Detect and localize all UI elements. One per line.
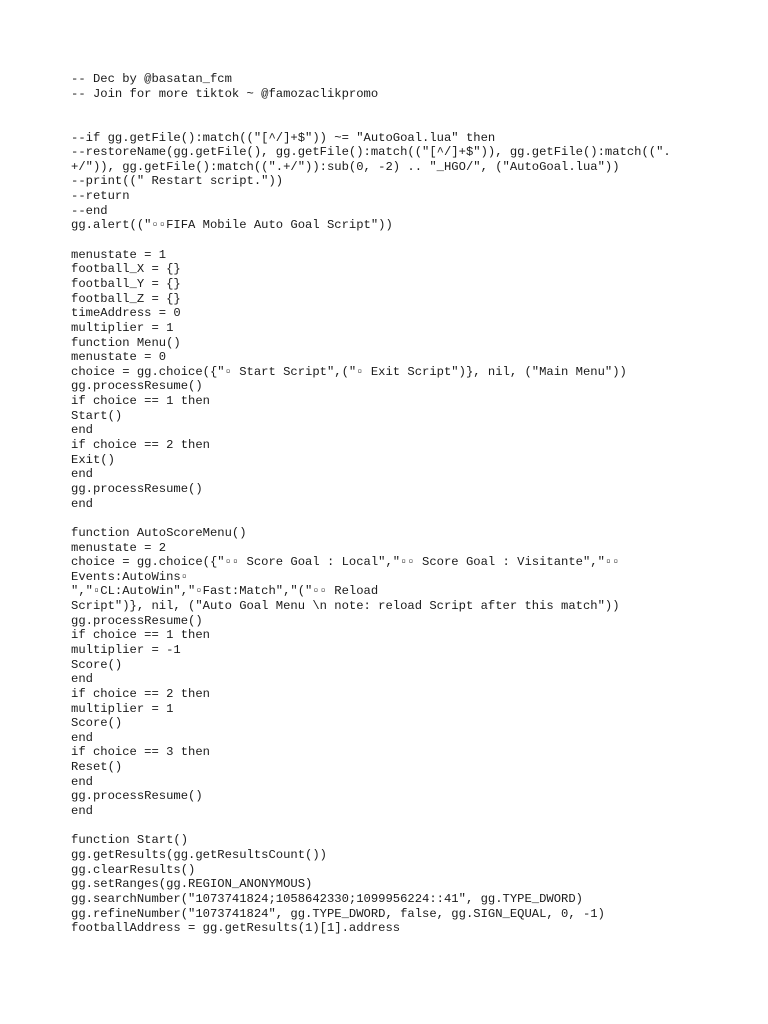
code-line: if choice == 1 then xyxy=(71,628,210,643)
code-line: football_Z = {} xyxy=(71,291,181,306)
code-line: gg.clearResults() xyxy=(71,862,196,877)
code-line: multiplier = -1 xyxy=(71,642,181,657)
code-line: if choice == 2 then xyxy=(71,438,210,453)
code-line: menustate = 0 xyxy=(71,350,167,365)
code-line: football_Y = {} xyxy=(71,276,181,291)
code-line: function Menu() xyxy=(71,335,181,350)
code-line: --if gg.getFile():match(("[^/]+$")) ~= "AutoGoal.lua" then xyxy=(71,130,496,145)
code-line: Score() xyxy=(71,716,123,731)
code-line: end xyxy=(71,804,93,819)
code-line: end xyxy=(71,423,93,438)
code-line: -- Join for more tiktok ~ @famozaclikpromo xyxy=(71,86,379,101)
code-line: end xyxy=(71,774,93,789)
code-line: gg.refineNumber("1073741824", gg.TYPE_DWORD, false, gg.SIGN_EQUAL, 0, -1) xyxy=(71,906,605,921)
code-line: menustate = 2 xyxy=(71,540,167,555)
code-line: gg.processResume() xyxy=(71,789,203,804)
code-line: gg.processResume() xyxy=(71,613,203,628)
code-line: choice = gg.choice({"▫▫ Score Goal : Local","▫▫ Score Goal : Visitante","▫▫ xyxy=(71,555,620,570)
code-line: if choice == 2 then xyxy=(71,686,210,701)
code-line: ","▫CL:AutoWin","▫Fast:Match","("▫▫ Reload xyxy=(71,584,379,599)
code-line: Score() xyxy=(71,657,123,672)
code-line: end xyxy=(71,496,93,511)
code-line: choice = gg.choice({"▫ Start Script",("▫ Exit Script")}, nil, ("Main Menu")) xyxy=(71,364,627,379)
code-line: +/")), gg.getFile():match((".+/")):sub(0, -2) .. "_HGO/", ("AutoGoal.lua")) xyxy=(71,159,620,174)
code-line: end xyxy=(71,672,93,687)
blank-line xyxy=(71,233,751,248)
code-line: gg.getResults(gg.getResultsCount()) xyxy=(71,847,327,862)
code-listing xyxy=(71,72,751,936)
code-line: gg.searchNumber("1073741824;1058642330;1099956224::41", gg.TYPE_DWORD) xyxy=(71,891,583,906)
code-line: gg.alert(("▫▫FIFA Mobile Auto Goal Script")) xyxy=(71,218,393,233)
code-line: footballAddress = gg.getResults(1)[1].address xyxy=(71,921,401,936)
code-line: function Start() xyxy=(71,833,189,848)
code-line: function AutoScoreMenu() xyxy=(71,525,247,540)
code-line: Script")}, nil, ("Auto Goal Menu \n note: reload Script after this match")) xyxy=(71,599,620,614)
code-line: menustate = 1 xyxy=(71,247,167,262)
code-line: multiplier = 1 xyxy=(71,320,174,335)
code-line: end xyxy=(71,467,93,482)
code-line: if choice == 3 then xyxy=(71,745,210,760)
blank-line xyxy=(71,101,751,116)
blank-line xyxy=(71,511,751,526)
code-line: --return xyxy=(71,189,130,204)
code-line: multiplier = 1 xyxy=(71,701,174,716)
code-line: football_X = {} xyxy=(71,262,181,277)
code-line: timeAddress = 0 xyxy=(71,306,181,321)
code-line: gg.setRanges(gg.REGION_ANONYMOUS) xyxy=(71,877,313,892)
code-line: Events:AutoWins▫ xyxy=(71,569,189,584)
code-line: -- Dec by @basatan_fcm xyxy=(71,72,232,86)
blank-line xyxy=(71,116,751,131)
blank-line xyxy=(71,819,751,834)
code-line: end xyxy=(71,730,93,745)
code-line: --restoreName(gg.getFile(), gg.getFile():match(("[^/]+$")), gg.getFile():match((". xyxy=(71,145,671,160)
code-line: gg.processResume() xyxy=(71,379,203,394)
code-line: --end xyxy=(71,203,108,218)
code-line: gg.processResume() xyxy=(71,481,203,496)
code-line: --print((" Restart script.")) xyxy=(71,174,284,189)
code-line: Start() xyxy=(71,408,123,423)
code-line: Reset() xyxy=(71,760,123,775)
code-line: Exit() xyxy=(71,452,115,467)
code-line: if choice == 1 then xyxy=(71,394,210,409)
